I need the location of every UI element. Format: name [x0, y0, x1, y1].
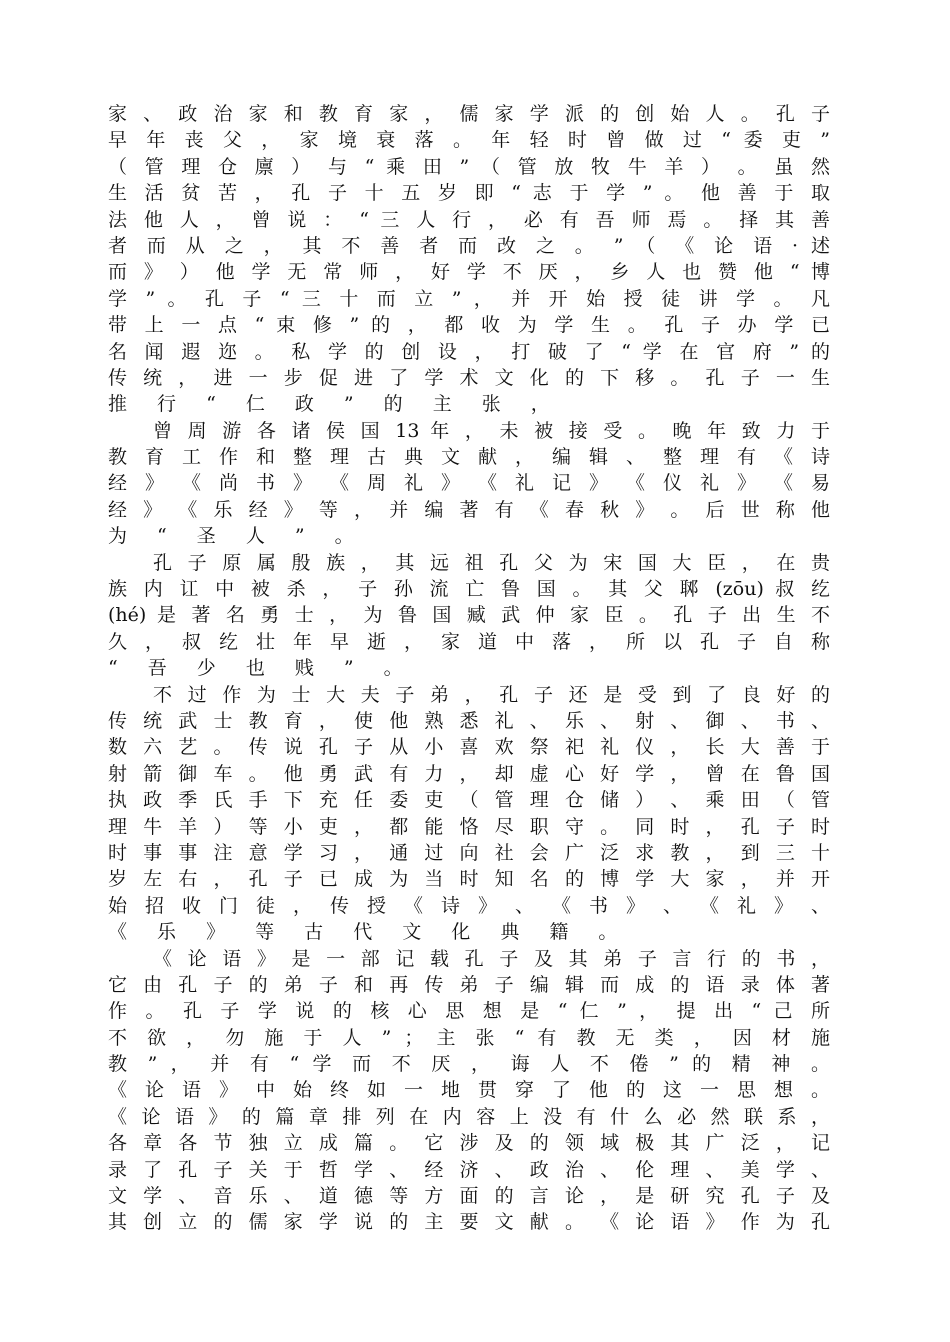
- text-line: 射 箭 御 车 。 他 勇 武 有 力 ， 却 虚 心 好 学 ， 曾 在 鲁 国: [108, 762, 830, 785]
- text-line: 《 乐 》 等 古 代 文 化 典 籍 。: [108, 921, 630, 944]
- text-line: 不 欲 ， 勿 施 于 人 ” ； 主 张 “ 有 教 无 类 ， 因 材 施: [108, 1026, 830, 1049]
- text-line: 者 而 从 之 ， 其 不 善 者 而 改 之 。 ” （ 《 论 语 · 述: [108, 234, 830, 257]
- text-line: 推 行 “ 仁 政 ” 的 主 张 ，: [108, 393, 562, 416]
- text-line: 数 六 艺 。 传 说 孔 子 从 小 喜 欢 祭 祀 礼 仪 ， 长 大 善 于: [108, 736, 830, 759]
- text-line: (hé) 是 著 名 勇 士 ， 为 鲁 国 臧 武 仲 家 臣 。 孔 子 出 生 不: [108, 604, 830, 627]
- text-line: 《 论 语 》 是 一 部 记 载 孔 子 及 其 弟 子 言 行 的 书 ，: [153, 947, 830, 970]
- text-line: 《 论 语 》 的 篇 章 排 列 在 内 容 上 没 有 什 么 必 然 联 系 ，: [108, 1105, 830, 1128]
- document-body: [108, 101, 830, 1236]
- text-line: 为 “ 圣 人 ” 。: [108, 525, 366, 548]
- text-line: 法 他 人 ， 曾 说 ： “ 三 人 行 ， 必 有 吾 师 焉 。 择 其 善: [108, 208, 830, 231]
- text-line: 录 了 孔 子 关 于 哲 学 、 经 济 、 政 治 、 伦 理 、 美 学 、: [108, 1158, 830, 1181]
- text-line: 它 由 孔 子 的 弟 子 和 再 传 弟 子 编 辑 而 成 的 语 录 体 著: [108, 973, 830, 996]
- text-line: 生 活 贫 苦 ， 孔 子 十 五 岁 即 “ 志 于 学 ” 。 他 善 于 取: [108, 182, 830, 205]
- text-line: 岁 左 右 ， 孔 子 已 成 为 当 时 知 名 的 博 学 大 家 ， 并 开: [108, 868, 830, 891]
- text-line: 学 ” 。 孔 子 “ 三 十 而 立 ” ， 并 开 始 授 徒 讲 学 。 凡: [108, 287, 830, 310]
- text-line: 文 学 、 音 乐 、 道 德 等 方 面 的 言 论 ， 是 研 究 孔 子 及: [108, 1185, 830, 1208]
- text-line: 不 过 作 为 士 大 夫 子 弟 ， 孔 子 还 是 受 到 了 良 好 的: [153, 683, 830, 706]
- text-line: 名 闻 遐 迩 。 私 学 的 创 设 ， 打 破 了 “ 学 在 官 府 ” 的: [108, 340, 830, 363]
- text-line: 早 年 丧 父 ， 家 境 衰 落 。 年 轻 时 曾 做 过 “ 委 吏 ”: [108, 129, 830, 152]
- text-line: 家 、 政 治 家 和 教 育 家 ， 儒 家 学 派 的 创 始 人 。 孔 子: [108, 103, 830, 125]
- text-line: 作 。 孔 子 学 说 的 核 心 思 想 是 “ 仁 ” ， 提 出 “ 己 所: [108, 1000, 830, 1023]
- text-line: 而 》 ） 他 学 无 常 师 ， 好 学 不 厌 ， 乡 人 也 赞 他 “ 博: [108, 261, 830, 284]
- text-line: 时 事 事 注 意 学 习 ， 通 过 向 社 会 广 泛 求 教 ， 到 三 十: [108, 841, 830, 864]
- text-line: 执 政 季 氏 手 下 充 任 委 吏 （ 管 理 仓 储 ） 、 乘 田 （ 管: [108, 789, 830, 812]
- text-line: 孔 子 原 属 殷 族 ， 其 远 祖 孔 父 为 宋 国 大 臣 ， 在 贵: [153, 551, 830, 574]
- text-line: 始 招 收 门 徒 ， 传 授 《 诗 》 、 《 书 》 、 《 礼 》 、: [108, 894, 830, 917]
- text-line: “ 吾 少 也 贱 ” 。: [108, 657, 415, 680]
- text-line: 教 ” ， 并 有 “ 学 而 不 厌 ， 诲 人 不 倦 ” 的 精 神 。: [108, 1053, 830, 1076]
- text-line: （ 管 理 仓 廪 ） 与 “ 乘 田 ” （ 管 放 牧 牛 羊 ） 。 虽 然: [108, 155, 830, 178]
- text-line: 曾 周 游 各 诸 侯 国 13 年 ， 未 被 接 受 。 晚 年 致 力 于: [153, 419, 830, 442]
- text-line: 《 论 语 》 中 始 终 如 一 地 贯 穿 了 他 的 这 一 思 想 。: [108, 1079, 830, 1102]
- text-line: 久 ， 叔 纥 壮 年 早 逝 ， 家 道 中 落 ， 所 以 孔 子 自 称: [108, 630, 830, 653]
- text-line: 经 》 《 尚 书 》 《 周 礼 》 《 礼 记 》 《 仪 礼 》 《 易: [108, 472, 830, 495]
- text-line: 其 创 立 的 儒 家 学 说 的 主 要 文 献 。 《 论 语 》 作 为 孔: [108, 1211, 830, 1234]
- text-line: 教 育 工 作 和 整 理 古 典 文 献 ， 编 辑 、 整 理 有 《 诗: [108, 446, 830, 469]
- text-line: 各 章 各 节 独 立 成 篇 。 它 涉 及 的 领 域 极 其 广 泛 ， 记: [108, 1132, 830, 1155]
- text-line: 传 统 ， 进 一 步 促 进 了 学 术 文 化 的 下 移 。 孔 子 一 生: [108, 366, 830, 389]
- text-line: 理 牛 羊 ） 等 小 吏 ， 都 能 恪 尽 职 守 。 同 时 ， 孔 子 时: [108, 815, 830, 838]
- text-line: 经 》 《 乐 经 》 等 ， 并 编 著 有 《 春 秋 》 。 后 世 称 他: [108, 498, 830, 521]
- text-line: 带 上 一 点 “ 束 修 ” 的 ， 都 收 为 学 生 。 孔 子 办 学 已: [108, 314, 830, 337]
- text-line: 族 内 讧 中 被 杀 ， 子 孙 流 亡 鲁 国 。 其 父 郰 (zōu) 叔 纥: [108, 578, 830, 601]
- text-line: 传 统 武 士 教 育 ， 使 他 熟 悉 礼 、 乐 、 射 、 御 、 书 、: [108, 709, 830, 732]
